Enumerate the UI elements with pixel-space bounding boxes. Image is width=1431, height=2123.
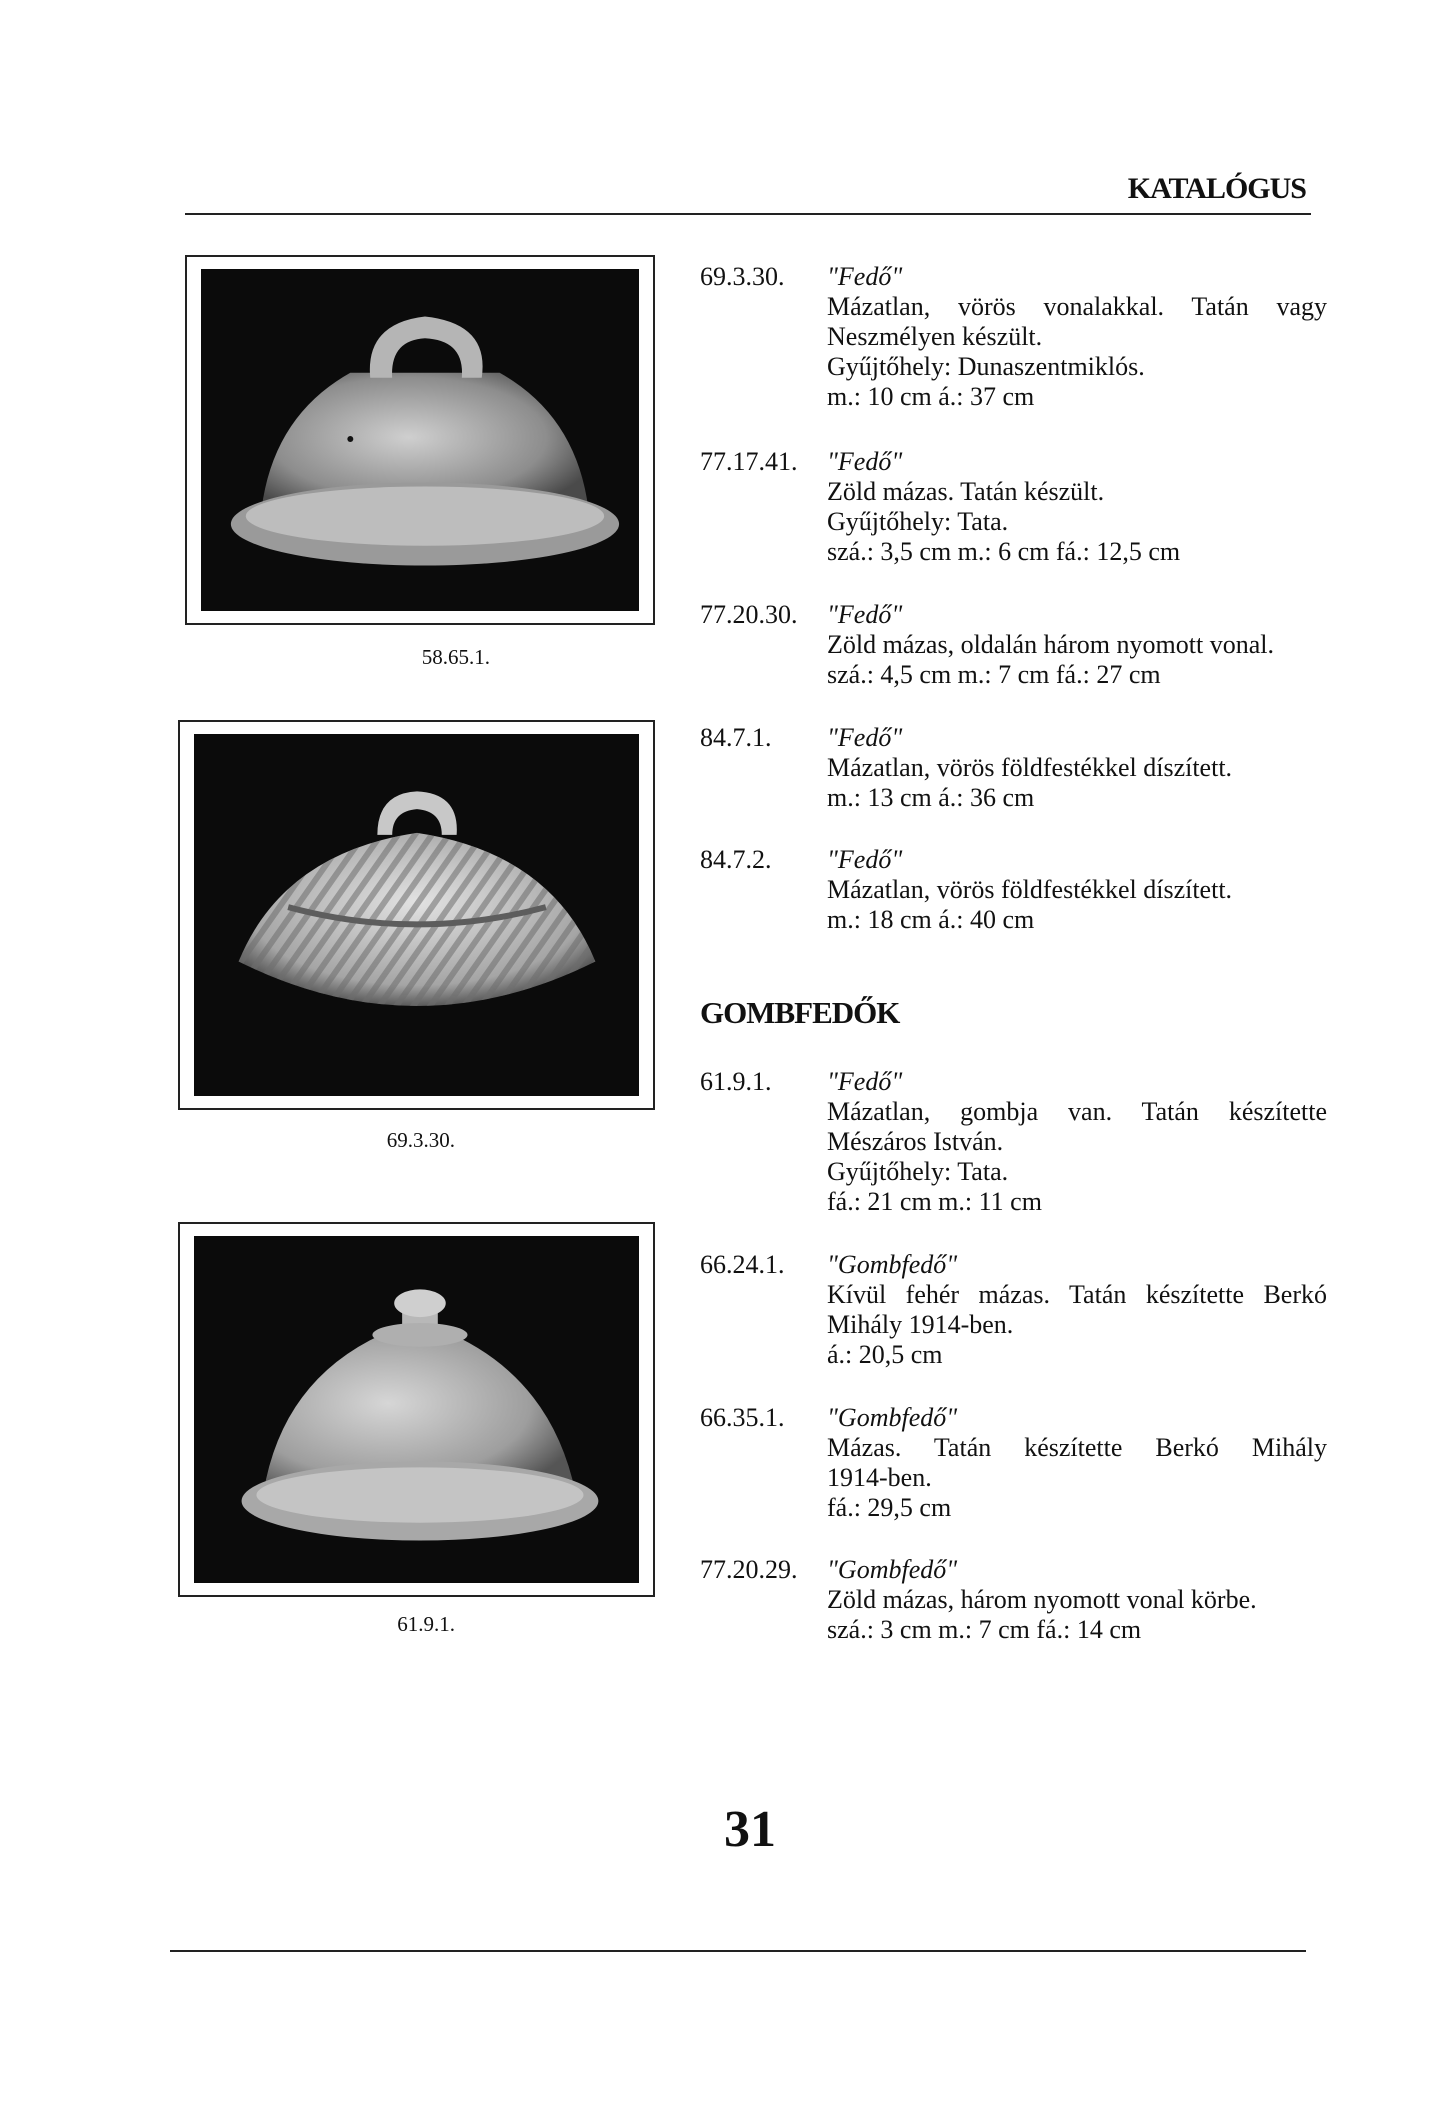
- lid-photo-2: [194, 734, 639, 1096]
- entry-line: Zöld mázas, három nyomott vonal körbe.: [827, 1585, 1257, 1614]
- entry-title: "Fedő": [827, 1067, 903, 1096]
- entry-line: szá.: 3,5 cm m.: 6 cm fá.: 12,5 cm: [827, 537, 1181, 566]
- entry-line: Mázatlan, vörös vonalakkal. Tatán vagy: [827, 292, 1327, 321]
- entry-title: "Gombfedő": [827, 1403, 958, 1432]
- entry-number: 66.24.1.: [700, 1250, 785, 1279]
- photo-image: [201, 269, 639, 611]
- entry-line: szá.: 4,5 cm m.: 7 cm fá.: 27 cm: [827, 660, 1161, 689]
- photo-caption: 69.3.30.: [386, 1128, 455, 1152]
- entry-line: szá.: 3 cm m.: 7 cm fá.: 14 cm: [827, 1615, 1142, 1644]
- entry-line: 1914-ben.: [827, 1463, 932, 1492]
- lid-photo-3: [194, 1236, 639, 1583]
- section-heading: GOMBFEDŐK: [700, 995, 900, 1030]
- entry-title: "Gombfedő": [827, 1250, 958, 1279]
- photo-image: [194, 734, 639, 1096]
- entry-line: m.: 10 cm á.: 37 cm: [827, 382, 1035, 411]
- entry-line: Zöld mázas, oldalán három nyomott vonal.: [827, 630, 1274, 659]
- entry-line: á.: 20,5 cm: [827, 1340, 943, 1369]
- entry-title: "Fedő": [827, 723, 903, 752]
- entry-line: Mázatlan, vörös földfestékkel díszített.: [827, 875, 1233, 904]
- entry-number: 77.17.41.: [700, 447, 798, 476]
- entry-number: 61.9.1.: [700, 1067, 772, 1096]
- entry-number: 84.7.2.: [700, 845, 772, 874]
- entry-number: 77.20.30.: [700, 600, 798, 629]
- header-rule: [185, 213, 1311, 215]
- page-number: 31: [724, 1801, 776, 1858]
- entry-line: Mészáros István.: [827, 1127, 1004, 1156]
- entry-line: m.: 18 cm á.: 40 cm: [827, 905, 1035, 934]
- entry-line: Mihály 1914-ben.: [827, 1310, 1014, 1339]
- entry-line: Neszmélyen készült.: [827, 322, 1043, 351]
- entry-title: "Fedő": [827, 262, 903, 291]
- entry-title: "Fedő": [827, 447, 903, 476]
- photo-lid-handle: [185, 255, 655, 625]
- photo-image: [194, 1236, 639, 1583]
- photo-caption: 58.65.1.: [421, 645, 490, 669]
- entry-line: Mázatlan, gombja van. Tatán készítette: [827, 1097, 1327, 1126]
- photo-knob-lid: [178, 1222, 655, 1597]
- lid-photo-1: [201, 269, 639, 611]
- entry-line: Mázas. Tatán készítette Berkó Mihály: [827, 1433, 1327, 1462]
- photo-caption: 61.9.1.: [397, 1612, 455, 1636]
- entry-line: Gyűjtőhely: Tata.: [827, 1157, 1009, 1186]
- entry-line: m.: 13 cm á.: 36 cm: [827, 783, 1035, 812]
- entry-number: 66.35.1.: [700, 1403, 785, 1432]
- running-header: KATALÓGUS: [1127, 172, 1306, 205]
- entry-title: "Gombfedő": [827, 1555, 958, 1584]
- entry-number: 77.20.29.: [700, 1555, 798, 1584]
- entry-title: "Fedő": [827, 845, 903, 874]
- entry-line: Mázatlan, vörös földfestékkel díszített.: [827, 753, 1233, 782]
- entry-line: Zöld mázas. Tatán készült.: [827, 477, 1105, 506]
- entry-line: fá.: 21 cm m.: 11 cm: [827, 1187, 1042, 1216]
- entry-line: Gyűjtőhely: Dunaszentmiklós.: [827, 352, 1145, 381]
- entry-line: fá.: 29,5 cm: [827, 1493, 952, 1522]
- entry-line: Gyűjtőhely: Tata.: [827, 507, 1009, 536]
- entry-title: "Fedő": [827, 600, 903, 629]
- entry-line: Kívül fehér mázas. Tatán készítette Berkó: [827, 1280, 1327, 1309]
- entry-number: 69.3.30.: [700, 262, 785, 291]
- photo-lid-painted: [178, 720, 655, 1110]
- entry-number: 84.7.1.: [700, 723, 772, 752]
- footer-rule: [170, 1950, 1306, 1952]
